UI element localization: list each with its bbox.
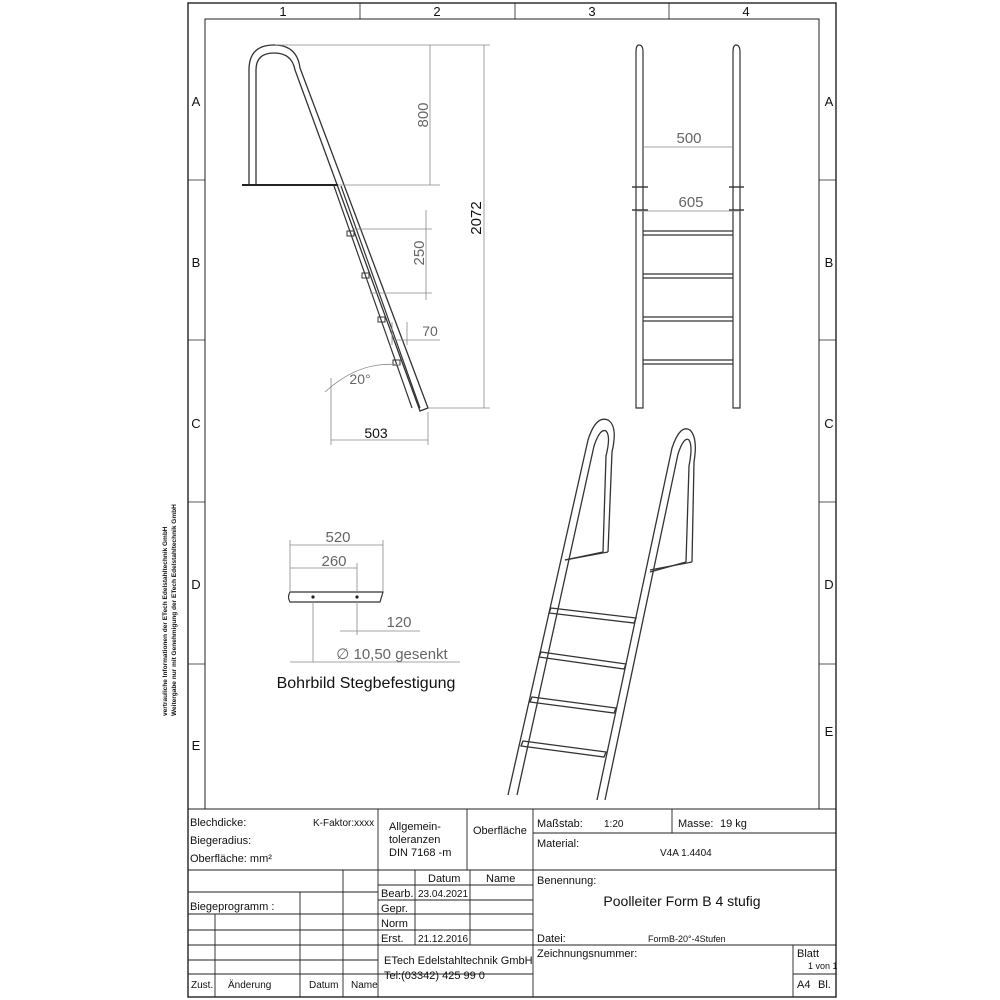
tolerance-line-1: Allgemein- [389, 821, 441, 833]
zust-label: Zust. [191, 980, 214, 991]
norm-label: Norm [381, 918, 408, 930]
dim-503: 503 [364, 425, 388, 441]
biegeradius-label: Biegeradius: [190, 835, 252, 847]
row-label: D [824, 577, 834, 592]
row-label: A [824, 94, 834, 109]
row-label: D [191, 577, 201, 592]
drill-hole [355, 595, 358, 598]
aenderung-label: Änderung [228, 980, 272, 991]
biegeprogramm-label: Biegeprogramm : [190, 901, 275, 913]
company-name: ETech Edelstahltechnik GmbH [384, 955, 533, 967]
masse-label: Masse: [678, 818, 714, 830]
front-view [632, 45, 744, 408]
erst-date: 21.12.2016 [418, 934, 469, 945]
company-tel: Tel:(03342) 425 99 0 [384, 970, 485, 982]
confidentiality-note [160, 488, 188, 728]
tolerance-line-3: DIN 7168 -m [389, 847, 452, 859]
bearb-label: Bearb. [381, 888, 414, 900]
masse-value: 19 kg [720, 818, 747, 830]
front-left-rail [636, 45, 643, 408]
tolerance-line-2: toleranzen [389, 834, 441, 846]
datei-label: Datei: [537, 933, 566, 945]
blatt-value: 1 von 1 [808, 961, 838, 971]
drill-hole [311, 595, 314, 598]
iso-right-rail-outer [597, 429, 695, 800]
gepr-label: Gepr. [381, 903, 408, 915]
name-header: Name [486, 873, 516, 885]
front-right-rail [733, 45, 740, 408]
iso-left-rail-outer [508, 419, 614, 795]
oberflaeche-label: Oberfläche: mm² [190, 853, 272, 865]
material-label: Material: [537, 838, 580, 850]
bearb-date: 23.04.2021 [418, 889, 469, 900]
dim-520: 520 [325, 529, 351, 546]
confidentiality-line-2: Weitergabe nur mit Genehmigung der ETech Edelstahltechnik GmbH [171, 504, 178, 716]
iso-right-rail-inner [605, 439, 691, 800]
confidentiality-line-1: vertrauliche Informationen der ETech Edelstahltechnik GmbH [162, 526, 169, 716]
zeichnungsnummer-label: Zeichnungsnummer: [537, 948, 638, 960]
datum-label: Datum [309, 980, 339, 991]
column-label: 1 [279, 4, 287, 19]
blechdicke-label: Blechdicke: [190, 817, 247, 829]
dim-70: 70 [422, 323, 438, 339]
drawing-frame [188, 3, 836, 997]
row-label: C [824, 416, 834, 431]
dim-605: 605 [678, 194, 704, 211]
dim-260: 260 [321, 553, 347, 570]
row-label: A [191, 94, 201, 109]
massstab-label: Maßstab: [537, 818, 583, 830]
title-block-text [190, 817, 838, 991]
column-label: 4 [742, 4, 750, 19]
erst-label: Erst. [381, 933, 404, 945]
dim-800: 800 [415, 102, 432, 128]
dim-250: 250 [411, 240, 428, 266]
benennung-value: Poolleiter Form B 4 stufig [603, 893, 761, 909]
row-label: E [824, 724, 834, 739]
column-label: 2 [433, 4, 441, 19]
dim-500: 500 [676, 130, 702, 147]
row-label: B [824, 255, 834, 270]
format-value: A4 [797, 979, 811, 991]
datum-header: Datum [428, 873, 461, 885]
material-value: V4A 1.4404 [660, 848, 712, 859]
isometric-view [508, 419, 695, 800]
datei-value: FormB-20°-4Stufen [648, 934, 726, 944]
name-label: Name [351, 980, 378, 991]
side-view [242, 45, 490, 445]
row-label: E [191, 738, 201, 753]
row-label: C [191, 416, 201, 431]
dim-2072: 2072 [468, 201, 485, 235]
row-label: B [191, 255, 201, 270]
benennung-label: Benennung: [537, 875, 597, 887]
dim-120: 120 [386, 614, 412, 631]
massstab-value: 1:20 [604, 819, 624, 830]
column-label: 3 [588, 4, 596, 19]
blatt-label: Blatt [797, 948, 820, 960]
hole-diameter-note: ∅ 10,50 gesenkt [336, 646, 448, 663]
kfaktor-label: K-Faktor:xxxx [313, 818, 375, 829]
bl-label: Bl. [818, 979, 831, 991]
surface-header: Oberfläche [473, 825, 527, 837]
detail-caption: Bohrbild Stegbefestigung [276, 675, 456, 692]
step-flat-bar [289, 592, 384, 602]
hole-pattern-detail [277, 529, 460, 692]
front-steps [643, 231, 733, 364]
dim-angle-20: 20° [349, 371, 371, 387]
